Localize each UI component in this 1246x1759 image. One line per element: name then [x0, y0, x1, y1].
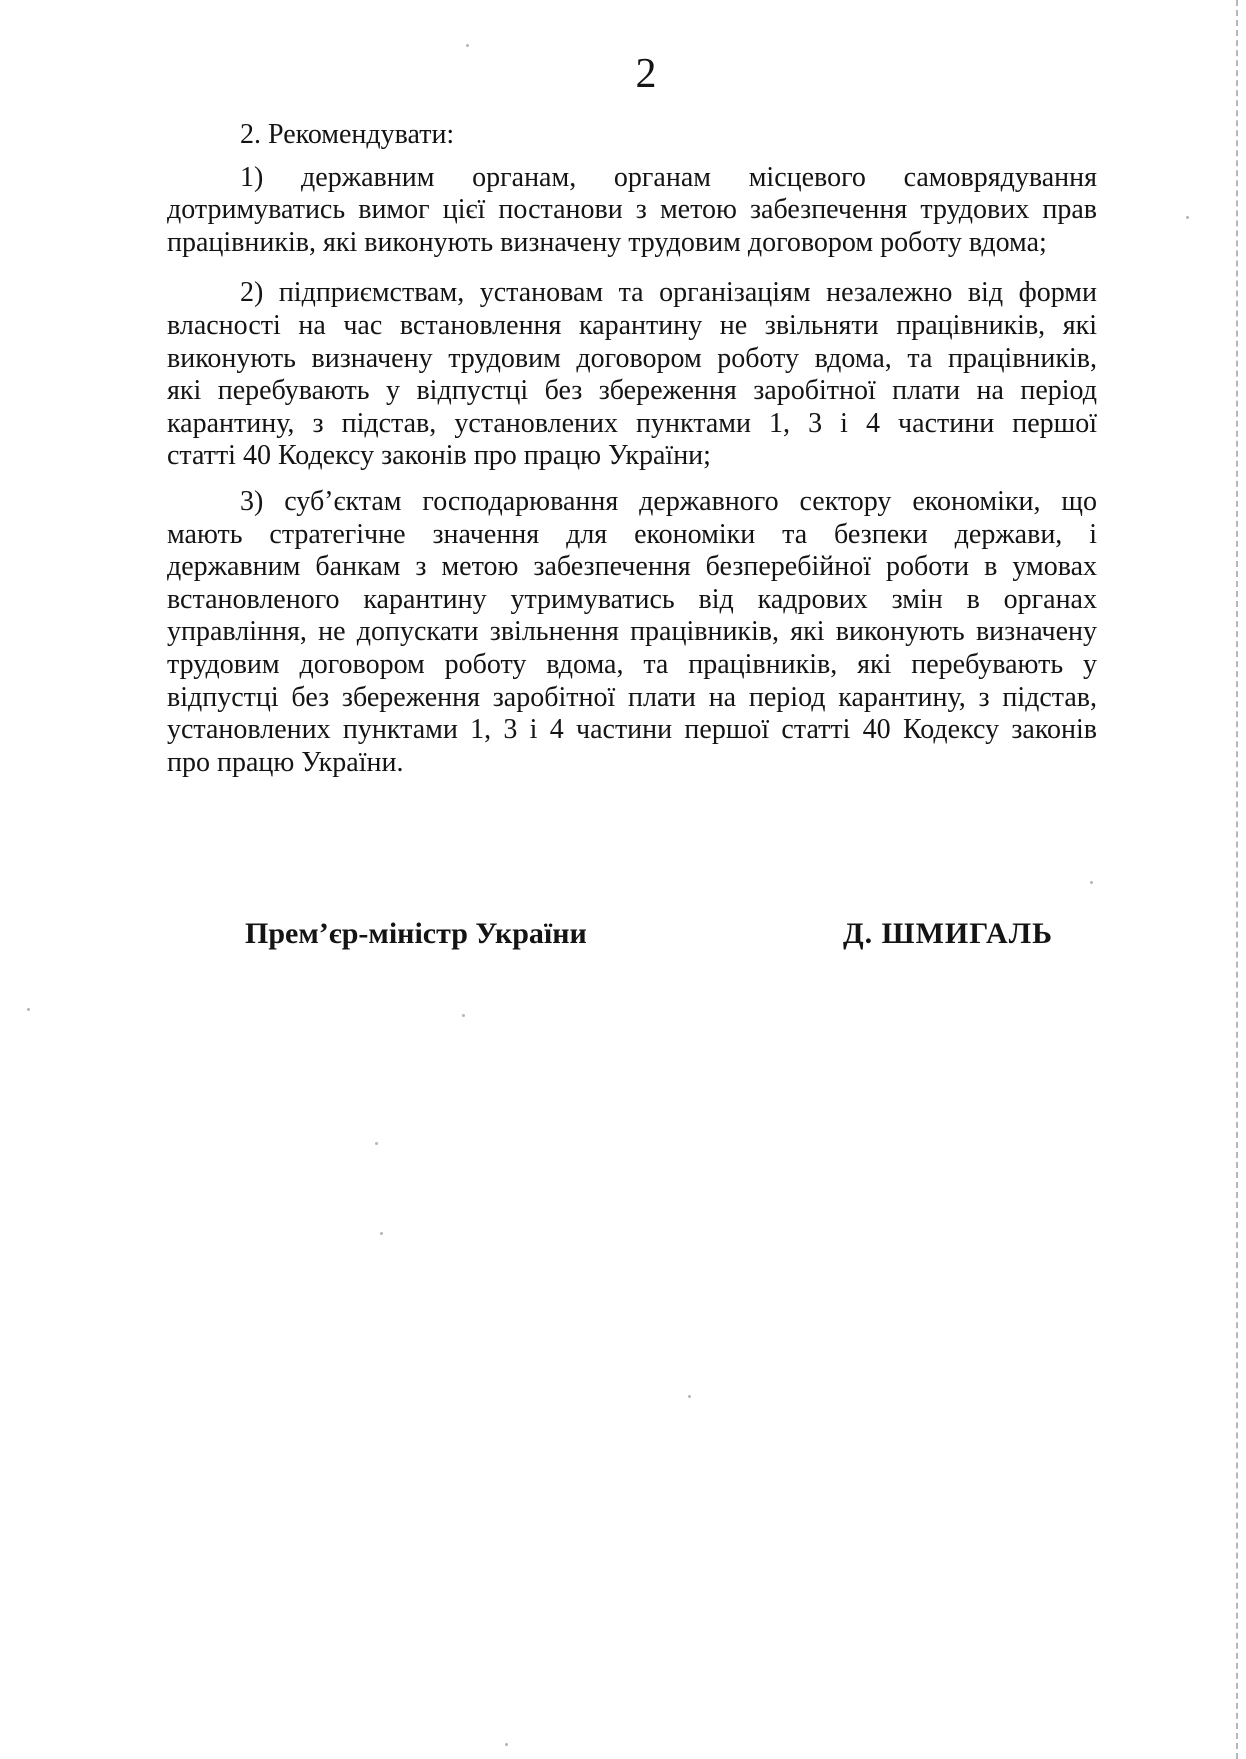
signatory-name: Д. ШМИГАЛЬ — [843, 917, 1053, 950]
scan-speck — [1186, 216, 1189, 219]
text-line: власності на час встановлення карантину не звільняти працівників, які — [167, 309, 1097, 341]
text-line: карантину, з підстав, установлених пунктами 1, 3 і 4 частини першої — [167, 407, 1097, 439]
text-line: виконують визначену трудовим договором роботу вдома, та працівників, — [167, 342, 1097, 374]
text-line: 1) державним органам, органам місцевого самоврядування — [240, 161, 1097, 193]
text-line: про працю України. — [167, 746, 404, 778]
text-line: відпустці без збереження заробітної плати на період карантину, з підстав, — [167, 681, 1097, 713]
text-line: дотримуватись вимог цієї постанови з метою забезпечення трудових прав — [167, 194, 1097, 226]
text-line: трудовим договором роботу вдома, та працівників, які перебувають у — [167, 648, 1097, 680]
scan-speck — [380, 1232, 383, 1235]
scan-speck — [688, 1395, 691, 1398]
paragraph-recommend-item-2 — [167, 277, 1097, 473]
paragraph-recommend-item-1 — [167, 162, 1097, 260]
signature-block — [167, 916, 1097, 958]
paragraph-recommend-item-3 — [167, 486, 1097, 779]
signatory-title: Прем’єр-міністр України — [245, 917, 587, 950]
text-line: статті 40 Кодексу законів про працю України; — [167, 440, 711, 472]
text-line: 3) суб’єктам господарювання державного сектору економіки, що — [240, 485, 1097, 517]
scan-speck — [1090, 881, 1093, 884]
scan-edge-artifact — [1236, 0, 1238, 1759]
scan-speck — [375, 1142, 378, 1145]
text-line: які перебувають у відпустці без збереження заробітної плати на період — [167, 375, 1097, 407]
text-line: державним банкам з метою забезпечення безперебійної роботи в умовах — [167, 551, 1097, 583]
text-line: 2) підприємствам, установам та організаціям незалежно від форми — [240, 277, 1097, 309]
scan-speck — [462, 1014, 465, 1017]
document-body — [167, 119, 1097, 779]
text-line: встановленого карантину утримуватись від кадрових змін в органах — [167, 583, 1097, 615]
scan-speck — [27, 1008, 30, 1011]
scan-speck — [505, 1743, 508, 1746]
text-line: працівників, які виконують визначену трудовим договором роботу вдома; — [167, 226, 1047, 258]
text-line: установлених пунктами 1, 3 і 4 частини першої статті 40 Кодексу законів — [167, 714, 1097, 746]
page-number: 2 — [635, 51, 657, 97]
scan-speck — [466, 44, 469, 47]
section-heading: 2. Рекомендувати: — [240, 119, 455, 150]
text-line: управління, не допускати звільнення працівників, які виконують визначену — [167, 616, 1097, 648]
text-line: мають стратегічне значення для економіки та безпеки держави, і — [167, 518, 1097, 550]
